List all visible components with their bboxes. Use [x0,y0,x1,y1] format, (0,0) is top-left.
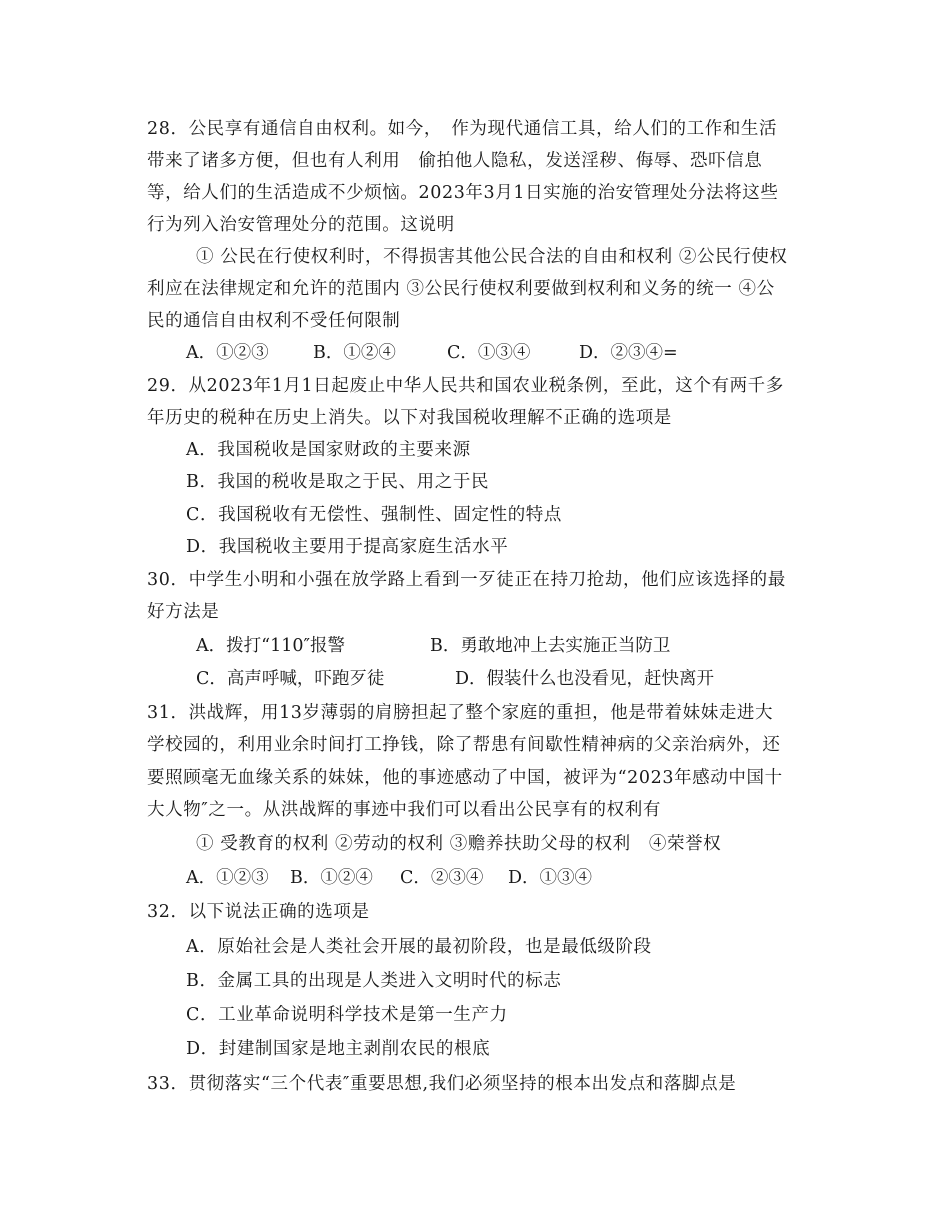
q32-option-a: A．原始社会是人类社会开展的最初阶段，也是最低级阶段 [186,937,652,957]
q31-line-4: 大人物″之一。从洪战辉的事迹中我们可以看出公民享有的权利有 [147,800,661,820]
q28-line-1: 28．公民享有通信自由权利。如今， 作为现代通信工具，给人们的工作和生活 [147,119,778,139]
q32-option-d: D．封建制国家是地主剥削农民的根底 [186,1039,491,1059]
q31-line-3: 要照顾毫无血缘关系的妹妹，他的事迹感动了中国，被评为“2023年感动中国十 [147,768,783,788]
q28-options [0,341,950,365]
q30-line-2: 好方法是 [147,602,220,622]
q29-option-a: A．我国税收是国家财政的主要来源 [186,440,471,460]
q31-option-d: D．①③④ [508,868,593,888]
q28-line-3: 等，给人们的生活造成不少烦恼。2023年3月1日实施的治安管理处分法将这些 [147,183,779,203]
q31-statements: ① 受教育的权利 ②劳动的权利 ③赡养扶助父母的权利 ④荣誉权 [196,834,722,854]
q29-line-1: 29．从2023年1月1日起废止中华人民共和国农业税条例，至此，这个有两千多 [147,376,784,396]
q30-option-a: A．拨打“110″报警 [196,636,346,656]
q31-option-b: B．①②④ [290,868,373,888]
q31-options [0,866,950,890]
q32-option-b: B．金属工具的出现是人类进入文明时代的标志 [186,971,562,991]
q31-option-c: C．②③④ [400,868,484,888]
q30-line-1: 30．中学生小明和小强在放学路上看到一歹徒正在持刀抢劫，他们应该选择的最 [147,570,786,590]
q29-option-d: D．我国税收主要用于提高家庭生活水平 [186,537,509,557]
q31-line-2: 学校园的，利用业余时间打工挣钱，除了帮患有间歇性精神病的父亲治病外，还 [147,735,781,755]
q28-line-4: 行为列入治安管理处分的范围。这说明 [147,215,455,235]
q28-line-2: 带来了诸多方便，但也有人利用 偷拍他人隐私，发送淫秽、侮辱、恐吓信息 [147,151,763,171]
q29-option-b: B．我国的税收是取之于民、用之于民 [186,472,490,492]
q29-option-c: C．我国税收有无偿性、强制性、固定性的特点 [186,505,562,525]
q30-options-row-1 [0,634,950,658]
q33-stem: 33．贯彻落实“三个代表″重要思想,我们必须坚持的根本出发点和落脚点是 [147,1074,737,1094]
q30-options-row-2 [0,667,950,691]
q28-statements-line-2: 利应在法律规定和允许的范围内 ③公民行使权利要做到权利和义务的统一 ④公 [147,279,775,299]
q29-line-2: 年历史的税种在历史上消失。以下对我国税收理解不正确的选项是 [147,408,672,428]
q31-option-a: A．①②③ [186,868,269,888]
q32-option-c: C．工业革命说明科学技术是第一生产力 [186,1005,508,1025]
q28-option-b: B．①②④ [313,343,396,363]
q30-option-d: D．假装什么也没看见，赶快离开 [455,669,715,689]
q30-option-c: C．高声呼喊，吓跑歹徒 [196,669,385,689]
q32-stem: 32．以下说法正确的选项是 [147,902,370,922]
q28-option-a: A．①②③ [186,343,269,363]
q28-statements-line-3: 民的通信自由权利不受任何限制 [147,311,401,331]
q28-option-d: D．②③④= [579,343,678,363]
q30-option-b: B．勇敢地冲上去实施正当防卫 [430,636,671,656]
q28-statements-line-1: ① 公民在行使权利时，不得损害其他公民合法的自由和权利 ②公民行使权 [196,247,788,267]
q28-option-c: C．①③④ [447,343,531,363]
q31-line-1: 31．洪战辉，用13岁薄弱的肩膀担起了整个家庭的重担，他是带着妹妹走进大 [147,703,774,723]
